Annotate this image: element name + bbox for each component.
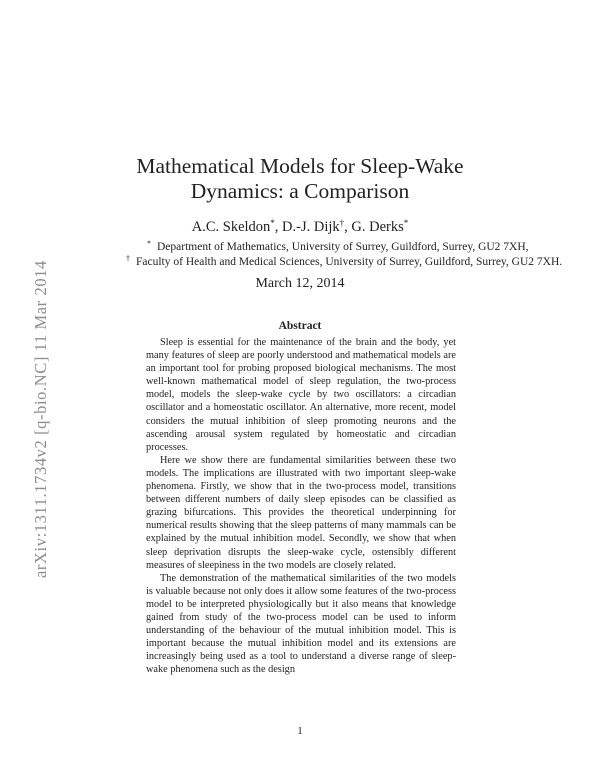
- title-line-1: Mathematical Models for Sleep-Wake: [136, 154, 464, 178]
- abstract-heading: Abstract: [278, 320, 322, 332]
- author-mark: *: [270, 218, 275, 228]
- publication-date: March 12, 2014: [255, 276, 345, 291]
- affiliation-mark: *: [147, 239, 151, 248]
- author-mark: *: [403, 218, 409, 228]
- abstract-paragraph: Here we show there are fundamental similarities between these two models. The implications are illustrated with two important sleep-wake phenomena. Firstly, we show that in the two-process model, transitions between different numbers of daily sleep episodes can be classified as grazing bifurcations. This provides the theoretical underpinning for numerical results showing that the sleep patterns of many mammals can be explained by the mutual inhibition model. Secondly, we show that when sleep deprivation disrupts the sleep-wake cycle, ostensibly different measures of sleepiness in the two models are closely related.: [146, 454, 456, 571]
- paper-title: [0, 154, 600, 204]
- author-name: A.C. Skeldon: [191, 219, 271, 235]
- arxiv-stamp-text: arXiv:1311.1734v2 [q-bio.NC] 11 Mar 2014: [31, 260, 50, 578]
- affiliation-mark: †: [126, 254, 130, 263]
- affiliation-1: [147, 239, 529, 253]
- abstract-paragraph: The demonstration of the mathematical similarities of the two models is valuable because not only does it allow some features of the two-process model to be interpreted physiologically but it also means that knowledge gained from study of the two-process model can be used to inform understanding of the behaviour of the mutual inhibition model. This is important because the mutual inhibition model and its extensions are increasingly being used as a tool to understand a diverse range of sleep-wake phenomena such as the design: [146, 572, 456, 676]
- author-list: A.C. Skeldon*, D.-J. Dijk†, G. Derks*: [191, 218, 409, 235]
- author-name: G. Derks: [351, 219, 404, 235]
- abstract-paragraph: Sleep is essential for the maintenance of the brain and the body, yet many features of sleep are poorly understood and mathematical models are an important tool for probing proposed biological mechanisms. The most well-known mathematical model of sleep regulation, the two-process model, models the sleep-wake cycle by two oscillators: a circadian oscillator and a homeostatic oscillator. An alternative, more recent, model considers the mutual inhibition of sleep promoting neurons and the ascending arousal system regulated by homeostatic and circadian processes.: [146, 337, 456, 453]
- affiliation-text: Faculty of Health and Medical Sciences, University of Surrey, Guildford, Surrey, GU2 7XH.: [136, 256, 563, 268]
- page-number: 1: [297, 725, 303, 737]
- affiliation-text: Department of Mathematics, University of Surrey, Guildford, Surrey, GU2 7XH,: [157, 241, 529, 253]
- abstract-body: [146, 336, 456, 676]
- affiliation-2: [126, 254, 562, 268]
- author-mark: †: [339, 218, 345, 228]
- title-line-2: Dynamics: a Comparison: [190, 179, 410, 203]
- author-name: D.-J. Dijk: [282, 219, 340, 235]
